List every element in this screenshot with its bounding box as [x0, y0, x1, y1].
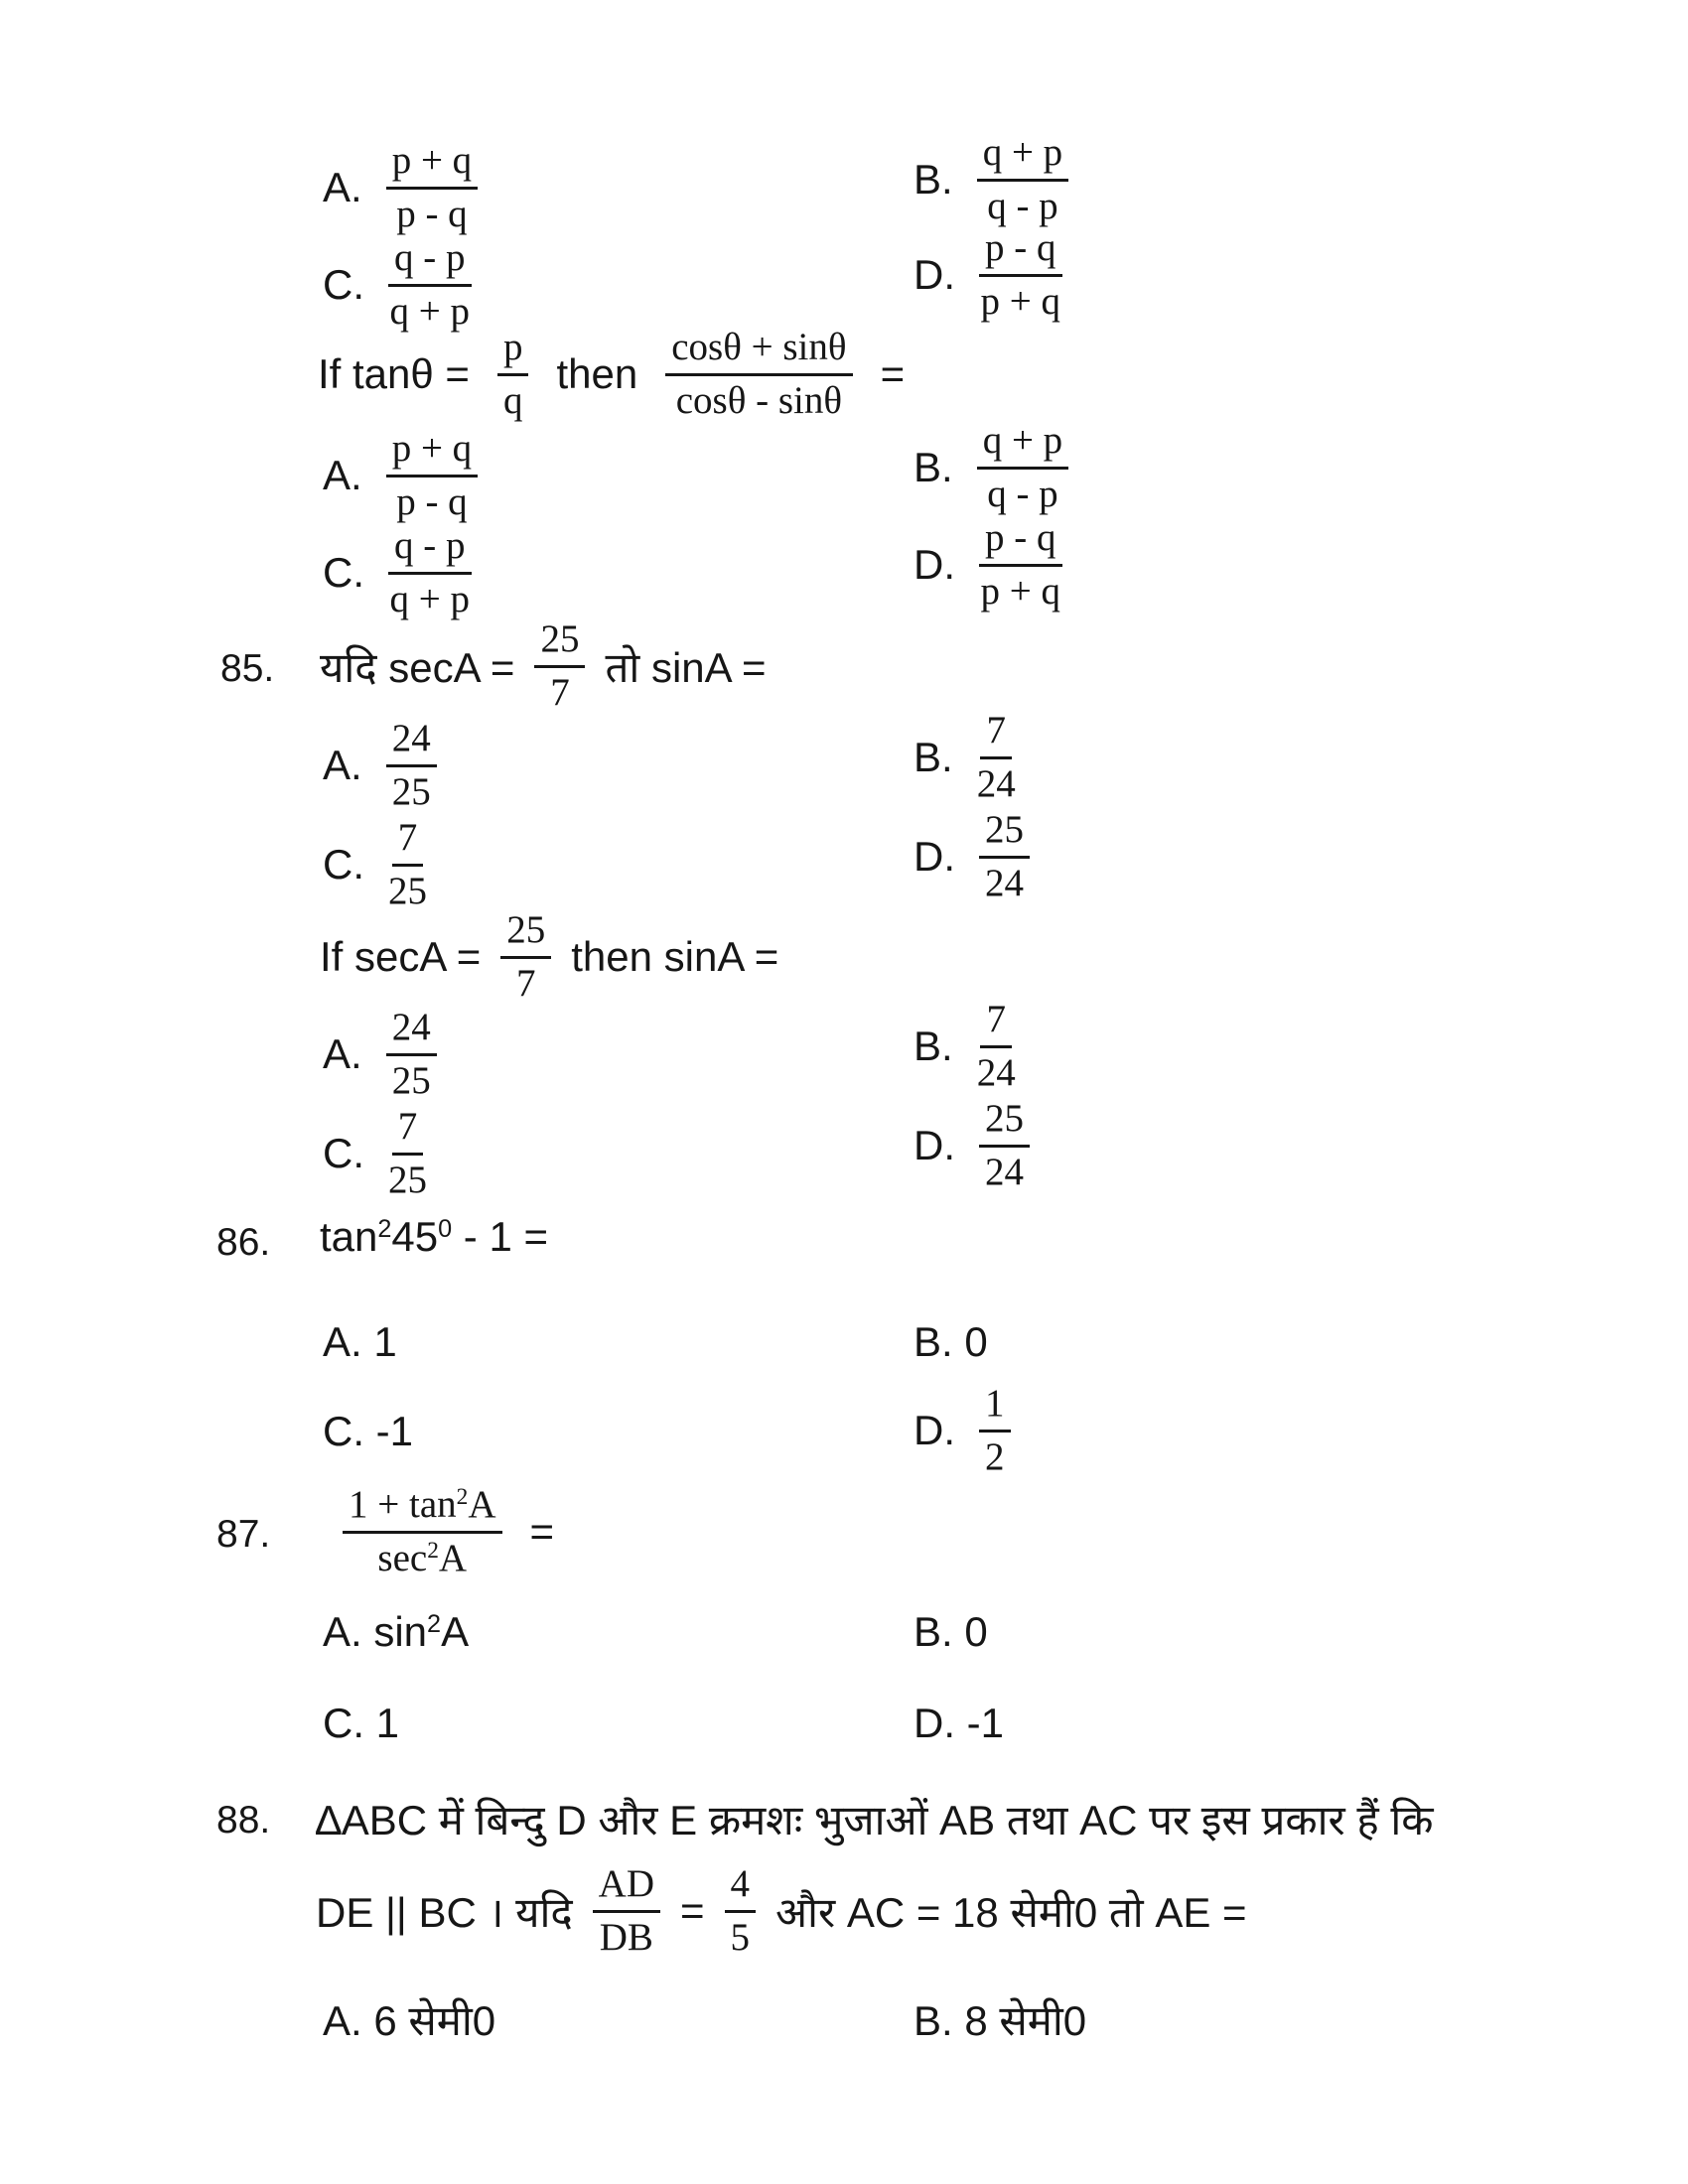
fraction-denominator: q — [502, 378, 523, 422]
pq-set2-option-c — [323, 524, 472, 622]
fraction — [725, 1862, 757, 1961]
q86-option-b: B. 0 — [914, 1318, 988, 1365]
superscript: 2 — [427, 1537, 439, 1564]
fraction — [386, 717, 437, 815]
fraction — [979, 226, 1062, 325]
q87-option-d: D. -1 — [914, 1700, 1005, 1746]
fraction — [977, 419, 1069, 517]
q85-stem-english — [320, 908, 778, 1007]
fraction-denominator: 25 — [391, 769, 431, 813]
q88-stem-line2 — [316, 1862, 1247, 1961]
option-label: B. — [914, 444, 953, 491]
stem-text: then — [556, 350, 638, 398]
fraction-denominator — [377, 1534, 467, 1581]
q85-set2-option-d — [914, 1097, 1030, 1195]
fraction-numerator: AD — [593, 1862, 660, 1913]
fraction-numerator: 1 — [979, 1382, 1011, 1433]
stem-text: = — [529, 1508, 555, 1556]
fraction-numerator: 7 — [980, 709, 1012, 759]
text-part: A — [441, 1608, 470, 1655]
fraction — [593, 1862, 660, 1961]
fraction-numerator: 7 — [392, 816, 424, 867]
question-number: 85. — [220, 647, 275, 690]
pq-set1-option-d — [914, 226, 1062, 325]
fraction-denominator: q + p — [389, 577, 470, 620]
fraction — [977, 709, 1016, 807]
fraction-denominator: p - q — [396, 192, 468, 235]
fraction-numerator: 24 — [386, 717, 437, 767]
superscript: 2 — [427, 1610, 442, 1639]
option-label: B. — [914, 1023, 953, 1070]
stem-text: DE || BC । यदि — [316, 1888, 573, 1936]
q85-set1-option-c — [323, 816, 427, 914]
question-number: 86. — [216, 1221, 271, 1264]
fraction-numerator: 24 — [386, 1006, 437, 1056]
q85-set1-option-a — [323, 717, 437, 815]
fraction-numerator: 4 — [725, 1862, 757, 1913]
fraction — [665, 326, 852, 424]
q86-option-d — [914, 1382, 1011, 1480]
option-label: B. — [914, 734, 953, 781]
option-label: B. — [914, 156, 953, 204]
fraction — [388, 236, 472, 335]
q86-option-a: A. 1 — [323, 1318, 397, 1365]
text-part: sec — [377, 1536, 428, 1579]
fraction-numerator: q - p — [388, 524, 472, 575]
q88-option-a: A. 6 सेमी0 — [323, 1997, 496, 2044]
fraction-denominator: 7 — [550, 670, 570, 714]
fraction-denominator: DB — [599, 1915, 653, 1959]
fraction — [534, 617, 585, 716]
fraction-numerator — [343, 1483, 502, 1534]
fraction — [388, 816, 427, 914]
q85-stem-hindi — [320, 617, 767, 716]
fraction — [977, 131, 1069, 229]
pq-set2-option-d — [914, 516, 1062, 614]
fraction-numerator: p - q — [979, 516, 1062, 567]
option-label: A. — [323, 164, 362, 211]
fraction-numerator: q - p — [388, 236, 472, 287]
fraction-numerator: cosθ + sinθ — [665, 326, 852, 376]
fraction-denominator: 24 — [985, 861, 1024, 904]
q87-option-b: B. 0 — [914, 1608, 988, 1655]
fraction — [497, 326, 529, 424]
text-part: A — [468, 1483, 496, 1526]
stem-text: then sinA = — [571, 933, 779, 981]
fraction-numerator: 25 — [500, 908, 551, 959]
stem-text: 45 — [391, 1213, 439, 1260]
option-label: A. — [323, 742, 362, 789]
option-label: C. — [323, 261, 364, 309]
q85-set2-option-a — [323, 1006, 437, 1104]
q86-option-c: C. -1 — [323, 1408, 414, 1454]
question-number: 87. — [216, 1513, 271, 1556]
q85-set1-option-d — [914, 808, 1030, 906]
stem-text: तो sinA = — [605, 643, 767, 691]
option-label: D. — [914, 1407, 955, 1454]
fraction-numerator: q + p — [977, 419, 1069, 470]
fraction-denominator: q + p — [389, 289, 470, 333]
fraction — [979, 516, 1062, 614]
fraction-denominator: 25 — [388, 1158, 427, 1201]
pq-set1-option-c — [323, 236, 472, 335]
fraction-numerator: 25 — [979, 1097, 1030, 1148]
fraction — [979, 1097, 1030, 1195]
option-label: D. — [914, 833, 955, 881]
stem-text: If secA = — [320, 933, 482, 981]
pq-set1-option-b — [914, 131, 1068, 229]
text-part: 1 + tan — [349, 1483, 457, 1526]
q87-stem — [343, 1483, 554, 1581]
fraction-denominator: 25 — [391, 1058, 431, 1102]
fraction-denominator: 24 — [985, 1150, 1024, 1193]
pq-set1-option-a — [323, 139, 478, 237]
fraction-denominator: q - p — [987, 184, 1058, 227]
fraction — [979, 808, 1030, 906]
q88-option-b: B. 8 सेमी0 — [914, 1997, 1087, 2044]
fraction-denominator: 24 — [976, 761, 1016, 805]
question-number: 88. — [216, 1799, 271, 1842]
superscript: 2 — [377, 1215, 392, 1244]
q86-stem — [320, 1213, 548, 1261]
fraction — [343, 1483, 502, 1581]
fraction-numerator: p — [497, 326, 529, 376]
fraction — [979, 1382, 1011, 1480]
fraction-denominator: cosθ - sinθ — [675, 378, 843, 422]
q85-set2-option-c — [323, 1105, 427, 1203]
option-label: A. — [323, 452, 362, 499]
tan-question-stem — [318, 326, 905, 424]
stem-text: - 1 = — [452, 1213, 549, 1260]
stem-text: और AC = 18 सेमी0 तो AE = — [775, 1888, 1247, 1936]
fraction-numerator: q + p — [977, 131, 1069, 182]
option-label: A. — [323, 1030, 362, 1078]
q87-option-a — [323, 1608, 469, 1656]
option-label: D. — [914, 541, 955, 589]
fraction — [386, 427, 479, 525]
fraction-numerator: 7 — [392, 1105, 424, 1156]
fraction — [386, 139, 479, 237]
fraction-denominator: p + q — [980, 569, 1060, 613]
fraction-numerator: 7 — [980, 998, 1012, 1048]
fraction-numerator: 25 — [979, 808, 1030, 859]
option-label: D. — [914, 1122, 955, 1169]
fraction-denominator: 25 — [388, 869, 427, 912]
fraction-denominator: 7 — [516, 961, 536, 1005]
fraction-denominator: q - p — [987, 472, 1058, 515]
fraction — [977, 998, 1016, 1096]
pq-set2-option-b — [914, 419, 1068, 517]
stem-text: यदि secA = — [320, 643, 515, 691]
fraction-numerator: 25 — [534, 617, 585, 668]
pq-set2-option-a — [323, 427, 478, 525]
fraction-denominator: p + q — [980, 279, 1060, 323]
fraction-numerator: p + q — [386, 427, 479, 478]
stem-text: tan — [320, 1213, 378, 1260]
q87-option-c: C. 1 — [323, 1700, 400, 1746]
option-label: C. — [323, 841, 364, 888]
fraction — [388, 1105, 427, 1203]
fraction-denominator: p - q — [396, 479, 468, 523]
fraction-numerator: p + q — [386, 139, 479, 190]
fraction-denominator: 24 — [976, 1050, 1016, 1094]
q85-set2-option-b — [914, 998, 1016, 1096]
stem-text: = — [680, 1887, 705, 1935]
q88-stem-line1: ∆ABC में बिन्दु D और E क्रमशः भुजाओं AB तथा AC पर इस प्रकार हैं कि — [316, 1797, 1434, 1843]
superscript: 2 — [456, 1484, 469, 1511]
fraction-denominator: 2 — [985, 1434, 1005, 1478]
option-label: C. — [323, 549, 364, 597]
text-part: A — [438, 1536, 468, 1579]
fraction — [386, 1006, 437, 1104]
fraction-denominator: 5 — [730, 1915, 751, 1959]
q85-set1-option-b — [914, 709, 1016, 807]
stem-text: = — [880, 350, 906, 398]
option-label: C. — [323, 1130, 364, 1177]
text-part: A. sin — [323, 1608, 428, 1655]
option-label: D. — [914, 251, 955, 299]
superscript: 0 — [438, 1215, 453, 1244]
fraction-numerator: p - q — [979, 226, 1062, 277]
fraction — [500, 908, 551, 1007]
fraction — [388, 524, 472, 622]
stem-text: If tanθ = — [318, 350, 470, 398]
